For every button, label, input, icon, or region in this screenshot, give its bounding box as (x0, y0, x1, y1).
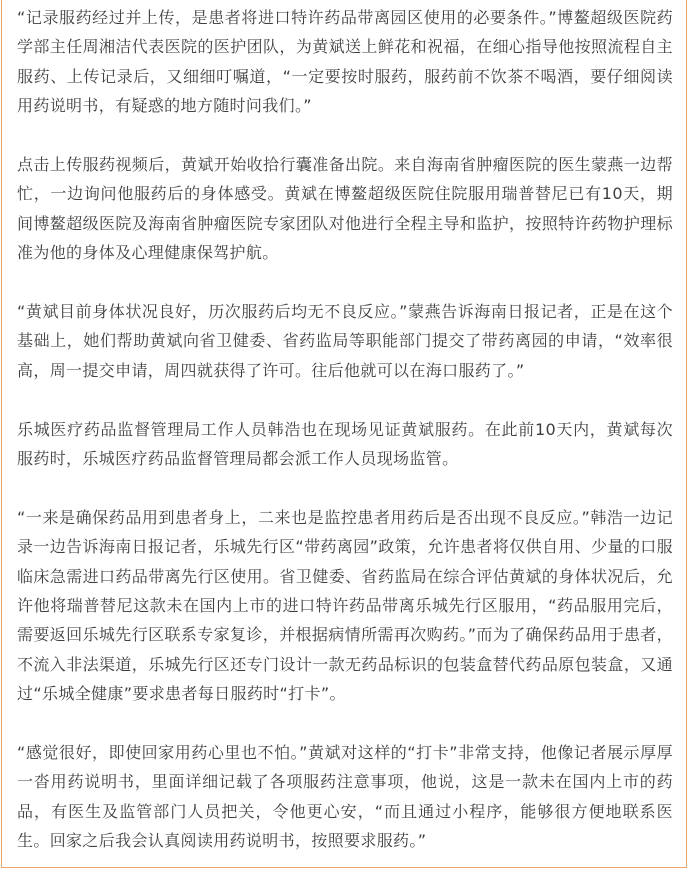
paragraph-2: 点击上传服药视频后，黄斌开始收拾行囊准备出院。来自海南省肿瘤医院的医生蒙燕一边帮忙，一边询问他服药后的身体感受。黄斌在博鳌超级医院住院服用瑞普替尼已有10天，期间博鳌超级医院及海南省肿瘤医院专家团队对他进行全程主导和监护，按照特许药物护理标准为他的身体及心理健康保驾护航。 (17, 155, 673, 263)
paragraph-5: “一来是确保药品用到患者身上，二来也是监控患者用药后是否出现不良反应。”韩浩一边记录一边告诉海南日报记者，乐城先行区“带药离园”政策，允许患者将仅供自用、少量的口服临床急需进口药品带离先行区使用。省卫健委、省药监局在综合评估黄斌的身体状况后，允许他将瑞普替尼这款未在国内上市的进口特许药品带离乐城先行区服用，“药品服用完后，需要返回乐城先行区联系专家复诊，并根据病情所需再次购药。”而为了确保药品用于患者，不流入非法渠道，乐城先行区还专门设计一款无药品标识的包装盒替代药品原包装盒，又通过“乐城全健康”要求患者每日服药时“打卡”。 (17, 507, 673, 704)
paragraph-3: “黄斌目前身体状况良好，历次服药后均无不良反应。”蒙燕告诉海南日报记者，正是在这个基础上，她们帮助黄斌向省卫健委、省药监局等职能部门提交了带药离园的申请，“效率很高，周一提交申请，周四就获得了许可。往后他就可以在海口服药了。” (17, 302, 673, 380)
article-body (17, 3, 673, 856)
paragraph-1: “记录服药经过并上传，是患者将进口特许药品带离园区使用的必要条件。”博鳌超级医院药学部主任周湘洁代表医院的医护团队，为黄斌送上鲜花和祝福，在细心指导他按照流程自主服药、上传记录后，又细细叮嘱道，“一定要按时服药，服药前不饮茶不喝酒，要仔细阅读用药说明书，有疑惑的地方随时问我们。” (17, 8, 673, 116)
paragraph-6: “感觉很好，即使回家用药心里也不怕。”黄斌对这样的“打卡”非常支持，他像记者展示厚厚一沓用药说明书，里面详细记载了各项服药注意事项，他说，这是一款未在国内上市的药品，有医生及监管部门人员把关，令他更心安，“而且通过小程序，能够很方便地联系医生。回家之后我会认真阅读用药说明书，按照要求服药。” (17, 743, 673, 851)
paragraph-4: 乐城医疗药品监督管理局工作人员韩浩也在现场见证黄斌服药。在此前10天内，黄斌每次服药时，乐城医疗药品监督管理局都会派工作人员现场监管。 (17, 419, 673, 469)
